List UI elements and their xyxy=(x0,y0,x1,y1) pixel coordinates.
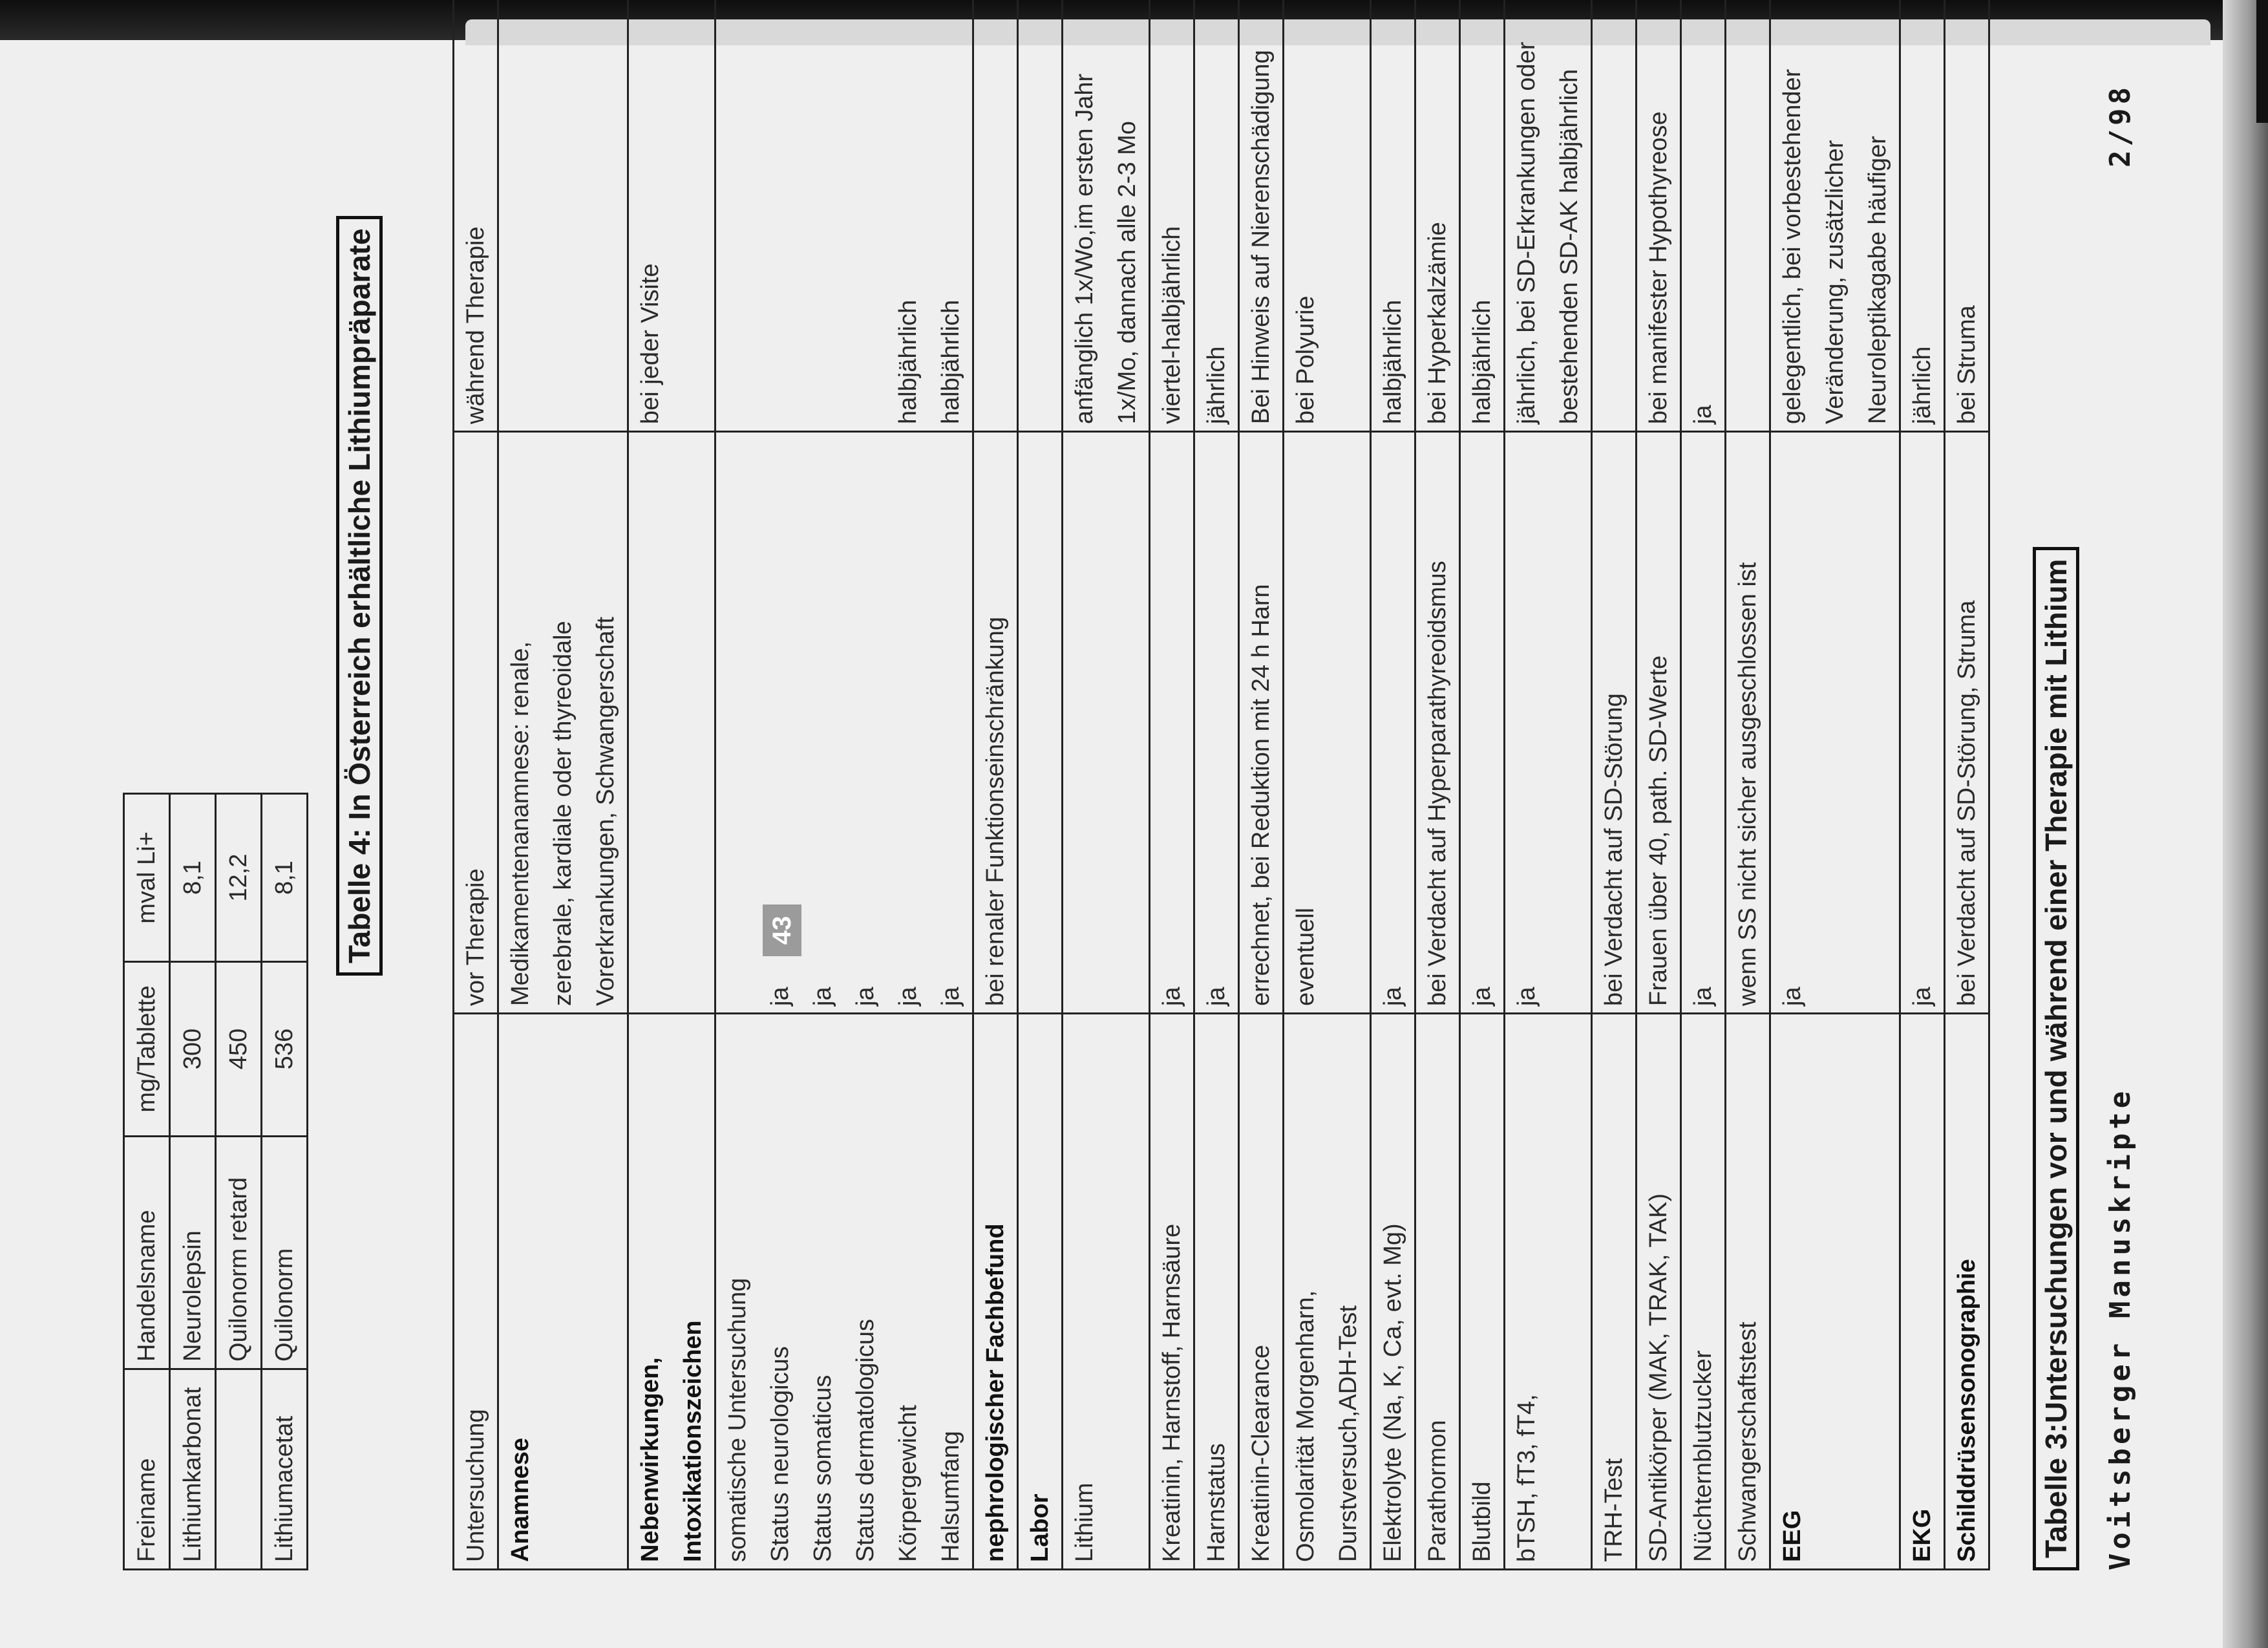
table3-cell: ja xyxy=(1681,0,1726,432)
table3-row xyxy=(1284,0,1371,1570)
table4-cell: Lithiumkarbonat xyxy=(170,1369,216,1570)
table3-cell: nephrologischer Fachbefund xyxy=(973,1014,1018,1570)
table3-cell: Medikamentenanamnese: renale, zerebrale, kardiale oder thyreoidale Vorerkrankungen, Schwangerschaft xyxy=(498,432,628,1014)
table3-row xyxy=(1681,0,1726,1570)
table3-cell: ja xyxy=(1194,432,1239,1014)
table4-cell xyxy=(216,1369,262,1570)
table4-caption: Tabelle 4: In Österreich erhältliche Lithiumpräparate xyxy=(336,216,383,976)
table3-cell: Lithium xyxy=(1063,1014,1150,1570)
table4-cell: Quilonorm xyxy=(262,1137,308,1369)
table3-row xyxy=(1637,0,1681,1570)
series-title: Voitsberger Manuskripte xyxy=(2104,1087,2137,1570)
table3-cell xyxy=(628,432,715,1014)
table3-cell: bei Verdacht auf SD-Störung, Struma xyxy=(1945,432,1989,1014)
table3-row xyxy=(498,0,628,1570)
table3-header-cell: Untersuchung xyxy=(454,1014,498,1570)
table3-cell: Schwangerschaftstest xyxy=(1726,1014,1770,1570)
table3-cell: Osmolarität Morgenharn, Durstversuch,ADH-Test xyxy=(1284,1014,1371,1570)
table4-row xyxy=(216,794,262,1570)
table3-cell: eventuell xyxy=(1284,432,1371,1014)
table4-cell: 300 xyxy=(170,962,216,1137)
table4-cell: 12,2 xyxy=(216,794,262,962)
table3-row xyxy=(1194,0,1239,1570)
table3-cell: jährlich, bei SD-Erkrankungen oder bestehenden SD-AK halbjährlich xyxy=(1505,0,1592,432)
table3-cell: bei Verdacht auf Hyperparathyreoidsmus xyxy=(1415,432,1460,1014)
table3-cell: ja xyxy=(1505,432,1592,1014)
table3-row xyxy=(628,0,715,1570)
table3-cell: Nüchternblutzucker xyxy=(1681,1014,1726,1570)
table3-cell: anfänglich 1x/Wo,im ersten Jahr 1x/Mo, dannach alle 2-3 Mo xyxy=(1063,0,1150,432)
table3-caption: Tabelle 3:Untersuchungen vor und während einer Therapie mit Lithium xyxy=(2033,547,2079,1570)
table4-cell: 8,1 xyxy=(262,794,308,962)
table3-cell: Schilddrüsensonographie xyxy=(1945,1014,1989,1570)
table3-cell: bei manifester Hypothyreose xyxy=(1637,0,1681,432)
table3-cell: ja xyxy=(1770,432,1900,1014)
table3-row xyxy=(1592,0,1637,1570)
table3-row xyxy=(1018,0,1063,1570)
table3-cell xyxy=(1063,432,1150,1014)
table3-cell xyxy=(1726,0,1770,432)
table3-row xyxy=(1505,0,1592,1570)
table3-row xyxy=(1150,0,1194,1570)
table3-header-cell: vor Therapie xyxy=(454,432,498,1014)
table3-row xyxy=(1460,0,1505,1570)
table3-cell: halbjährlich xyxy=(1371,0,1415,432)
table3-cell: Frauen über 40, path. SD-Werte xyxy=(1637,432,1681,1014)
table3-cell: ja ja ja ja ja xyxy=(715,432,973,1014)
table3-cell: TRH-Test xyxy=(1592,1014,1637,1570)
table3-header-cell: während Therapie xyxy=(454,0,498,432)
table4-row xyxy=(170,794,216,1570)
table3-cell xyxy=(1018,432,1063,1014)
issue-number: 2/98 xyxy=(2104,83,2137,167)
table4-cell: Lithiumacetat xyxy=(262,1369,308,1570)
table3-cell: ja xyxy=(1371,432,1415,1014)
table3-cell: Blutbild xyxy=(1460,1014,1505,1570)
table3-cell: Anamnese xyxy=(498,1014,628,1570)
table3-row xyxy=(1726,0,1770,1570)
table3-cell: bTSH, fT3, fT4, xyxy=(1505,1014,1592,1570)
running-header xyxy=(2104,83,2149,1570)
table3-cell: ja xyxy=(1150,432,1194,1014)
table3-cell: ja xyxy=(1460,432,1505,1014)
table4-header-row xyxy=(124,794,170,1570)
table3-cell: errechnet, bei Reduktion mit 24 h Harn xyxy=(1239,432,1284,1014)
table4-cell: 8,1 xyxy=(170,794,216,962)
table4-body xyxy=(124,794,308,1570)
page-number-badge: 43 xyxy=(763,904,801,956)
table3-cell: Bei Hinweis auf Nierenschädigung xyxy=(1239,0,1284,432)
table3-cell: wenn SS nicht sicher ausgeschlossen ist xyxy=(1726,432,1770,1014)
table3-cell: jährlich xyxy=(1194,0,1239,432)
table3-cell: Labor xyxy=(1018,1014,1063,1570)
table3-cell: Nebenwirkungen, Intoxikationszeichen xyxy=(628,1014,715,1570)
table4-cell: 450 xyxy=(216,962,262,1137)
table3-cell: halbjährlich halbjährlich xyxy=(715,0,973,432)
table3-cell: gelegentlich, bei vorbestehender Veränderung, zusätzlicher Neuroleptikagabe häufiger xyxy=(1770,0,1900,432)
table4 xyxy=(123,793,308,1570)
table3-cell: EEG xyxy=(1770,1014,1900,1570)
table3-cell: SD-Antikörper (MAK, TRAK, TAK) xyxy=(1637,1014,1681,1570)
table3-row xyxy=(1063,0,1150,1570)
table3-row xyxy=(1415,0,1460,1570)
table3-cell: jährlich xyxy=(1900,0,1945,432)
table3-cell: halbjährlich xyxy=(1460,0,1505,432)
table4-header-cell: Handelsname xyxy=(124,1137,170,1369)
table3-row xyxy=(1770,0,1900,1570)
table3-cell: viertel-halbjährlich xyxy=(1150,0,1194,432)
table3-row xyxy=(1945,0,1989,1570)
table3-cell: bei Polyurie xyxy=(1284,0,1371,432)
table3-cell xyxy=(1592,0,1637,432)
table4-header-cell: Freiname xyxy=(124,1369,170,1570)
table4-cell: Quilonorm retard xyxy=(216,1137,262,1369)
table3-cell xyxy=(498,0,628,432)
table3-cell xyxy=(1018,0,1063,432)
table4-header-cell: mval Li+ xyxy=(124,794,170,962)
table4-cell: 536 xyxy=(262,962,308,1137)
table3-cell: Parathormon xyxy=(1415,1014,1460,1570)
table3-cell: EKG xyxy=(1900,1014,1945,1570)
table3-cell: bei Verdacht auf SD-Störung xyxy=(1592,432,1637,1014)
table3-cell: somatische Untersuchung Status neurologicus Status somaticus Status dermatologicus Körpergewicht Halsumfang xyxy=(715,1014,973,1570)
table4-row xyxy=(262,794,308,1570)
table3-cell: bei renaler Funktionseinschränkung xyxy=(973,432,1018,1014)
table3-row xyxy=(1371,0,1415,1570)
table3-body xyxy=(454,0,1989,1570)
table3-cell xyxy=(973,0,1018,432)
table4-cell: Neurolepsin xyxy=(170,1137,216,1369)
table3-cell: bei Struma xyxy=(1945,0,1989,432)
table3-cell: Kreatinin-Clearance xyxy=(1239,1014,1284,1570)
table3-row xyxy=(1239,0,1284,1570)
table3-cell: Elektrolyte (Na, K, Ca, evt. Mg) xyxy=(1371,1014,1415,1570)
table3-row xyxy=(973,0,1018,1570)
table3-cell: Kreatinin, Harnstoff, Harnsäure xyxy=(1150,1014,1194,1570)
table3-header-row xyxy=(454,0,498,1570)
table3-cell: ja xyxy=(1681,432,1726,1014)
table3-row xyxy=(1900,0,1945,1570)
table3-cell: ja xyxy=(1900,432,1945,1014)
table4-header-cell: mg/Tablette xyxy=(124,962,170,1137)
table3 xyxy=(452,0,1990,1570)
table3-cell: bei Hyperkalzämie xyxy=(1415,0,1460,432)
table3-cell: bei jeder Visite xyxy=(628,0,715,432)
table3-cell: Harnstatus xyxy=(1194,1014,1239,1570)
table3-row xyxy=(715,0,973,1570)
